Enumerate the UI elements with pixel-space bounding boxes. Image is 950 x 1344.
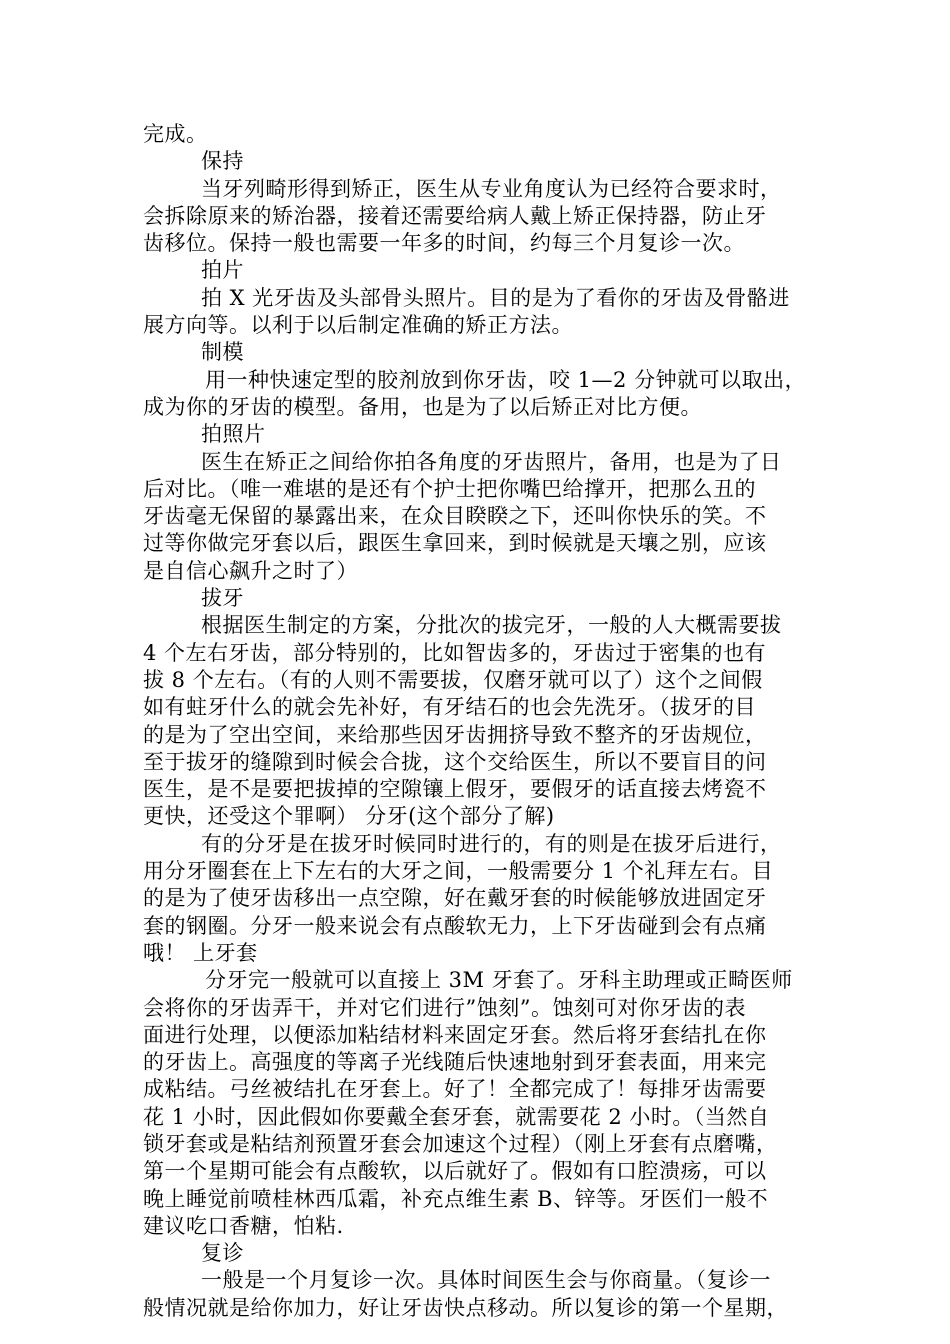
text-line: 用分牙圈套在上下左右的大牙之间，一般需要分 1 个礼拜左右。目 bbox=[143, 859, 774, 884]
text-line: 当牙列畸形得到矫正，医生从专业角度认为已经符合要求时， bbox=[201, 176, 782, 201]
text-line: 锁牙套或是粘结剂预置牙套会加速这个过程）（刚上牙套有点磨嘴， bbox=[143, 1131, 778, 1156]
text-line: 一般是一个月复诊一次。具体时间医生会与你商量。（复诊一 bbox=[201, 1268, 771, 1293]
text-line: 过等你做完牙套以后，跟医生拿回来，到时候就是天壤之别，应该 bbox=[143, 531, 767, 556]
text-line: 根据医生制定的方案，分批次的拔完牙，一般的人大概需要拔 bbox=[201, 613, 782, 638]
text-line: 般情况就是给你加力，好让牙齿快点移动。所以复诊的第一个星期， bbox=[143, 1295, 788, 1320]
text-line: 至于拔牙的缝隙到时候会合拢，这个交给医生，所以不要盲目的问 bbox=[143, 749, 767, 774]
text-line: 建议吃口香糖，怕粘. bbox=[143, 1213, 344, 1238]
text-line: 牙齿毫无保留的暴露出来，在众目睽睽之下，还叫你快乐的笑。不 bbox=[143, 504, 767, 529]
text-line: 更快，还受这个罪啊） 分牙(这个部分了解) bbox=[143, 804, 555, 829]
text-line: 展方向等。以利于以后制定准确的矫正方法。 bbox=[143, 313, 573, 338]
text-line: 齿移位。保持一般也需要一年多的时间，约每三个月复诊一次。 bbox=[143, 231, 745, 256]
text-line: 第一个星期可能会有点酸软，以后就好了。假如有口腔溃疡，可以 bbox=[143, 1159, 767, 1184]
text-line: 完成。 bbox=[143, 122, 208, 146]
text-line: 拍 X 光牙齿及头部骨头照片。目的是为了看你的牙齿及骨骼进 bbox=[201, 285, 790, 310]
text-line: 会将你的牙齿弄干，并对它们进行”蚀刻”。蚀刻可对你牙齿的表 bbox=[143, 995, 746, 1020]
text-line: 医生，是不是要把拔掉的空隙镶上假牙，要假牙的话直接去烤瓷不 bbox=[143, 777, 767, 802]
text-line: 成为你的牙齿的模型。备用，也是为了以后矫正对比方便。 bbox=[143, 394, 702, 419]
text-line: 4 个左右牙齿，部分特别的，比如智齿多的，牙齿过于密集的也有 bbox=[143, 640, 767, 665]
text-line: 复诊 bbox=[201, 1241, 244, 1266]
text-line: 有的分牙是在拔牙时候同时进行的，有的则是在拔牙后进行， bbox=[201, 831, 782, 856]
text-line: 医生在矫正之间给你拍各角度的牙齿照片，备用，也是为了日 bbox=[201, 449, 782, 474]
text-line: 制模 bbox=[201, 340, 244, 365]
text-line: 拍照片 bbox=[201, 422, 266, 447]
document-body bbox=[143, 121, 825, 1322]
text-line: 拔 8 个左右。（有的人则不需要拔，仅磨牙就可以了）这个之间假 bbox=[143, 667, 763, 692]
text-line: 是自信心飙升之时了） bbox=[143, 558, 358, 583]
text-line: 的是为了空出空间，来给那些因牙齿拥挤导致不整齐的牙齿规位， bbox=[143, 722, 767, 747]
text-line: 保持 bbox=[201, 149, 244, 174]
text-line: 成粘结。弓丝被结扎在牙套上。好了！全都完成了！每排牙齿需要 bbox=[143, 1077, 767, 1102]
text-line: 面进行处理，以便添加粘结材料来固定牙套。然后将牙套结扎在你 bbox=[143, 1022, 767, 1047]
text-line: 如有蛀牙什么的就会先补好，有牙结石的也会先洗牙。（拔牙的目 bbox=[143, 695, 756, 720]
text-line: 的牙齿上。高强度的等离子光线随后快速地射到牙套表面，用来完 bbox=[143, 1050, 767, 1075]
text-line: 拔牙 bbox=[201, 586, 244, 611]
text-line: 的是为了使牙齿移出一点空隙，好在戴牙套的时候能够放进固定牙 bbox=[143, 886, 767, 911]
text-line: 花 1 小时，因此假如你要戴全套牙套，就需要花 2 小时。（当然自 bbox=[143, 1104, 770, 1129]
text-line: 分牙完一般就可以直接上 3M 牙套了。牙科主助理或正畸医师 bbox=[205, 968, 793, 993]
text-line: 拍片 bbox=[201, 258, 244, 283]
text-line: 后对比。（唯一难堪的是还有个护士把你嘴巴给撑开，把那么丑的 bbox=[143, 476, 756, 501]
text-line: 用一种快速定型的胶剂放到你牙齿，咬 1—2 分钟就可以取出， bbox=[205, 367, 807, 392]
text-line: 会拆除原来的矫治器，接着还需要给病人戴上矫正保持器，防止牙 bbox=[143, 203, 767, 228]
text-line: 晚上睡觉前喷桂林西瓜霜，补充点维生素 B、锌等。牙医们一般不 bbox=[143, 1186, 769, 1211]
text-line: 套的钢圈。分牙一般来说会有点酸软无力，上下牙齿碰到会有点痛 bbox=[143, 913, 767, 938]
text-line: 哦！ 上牙套 bbox=[143, 940, 258, 965]
